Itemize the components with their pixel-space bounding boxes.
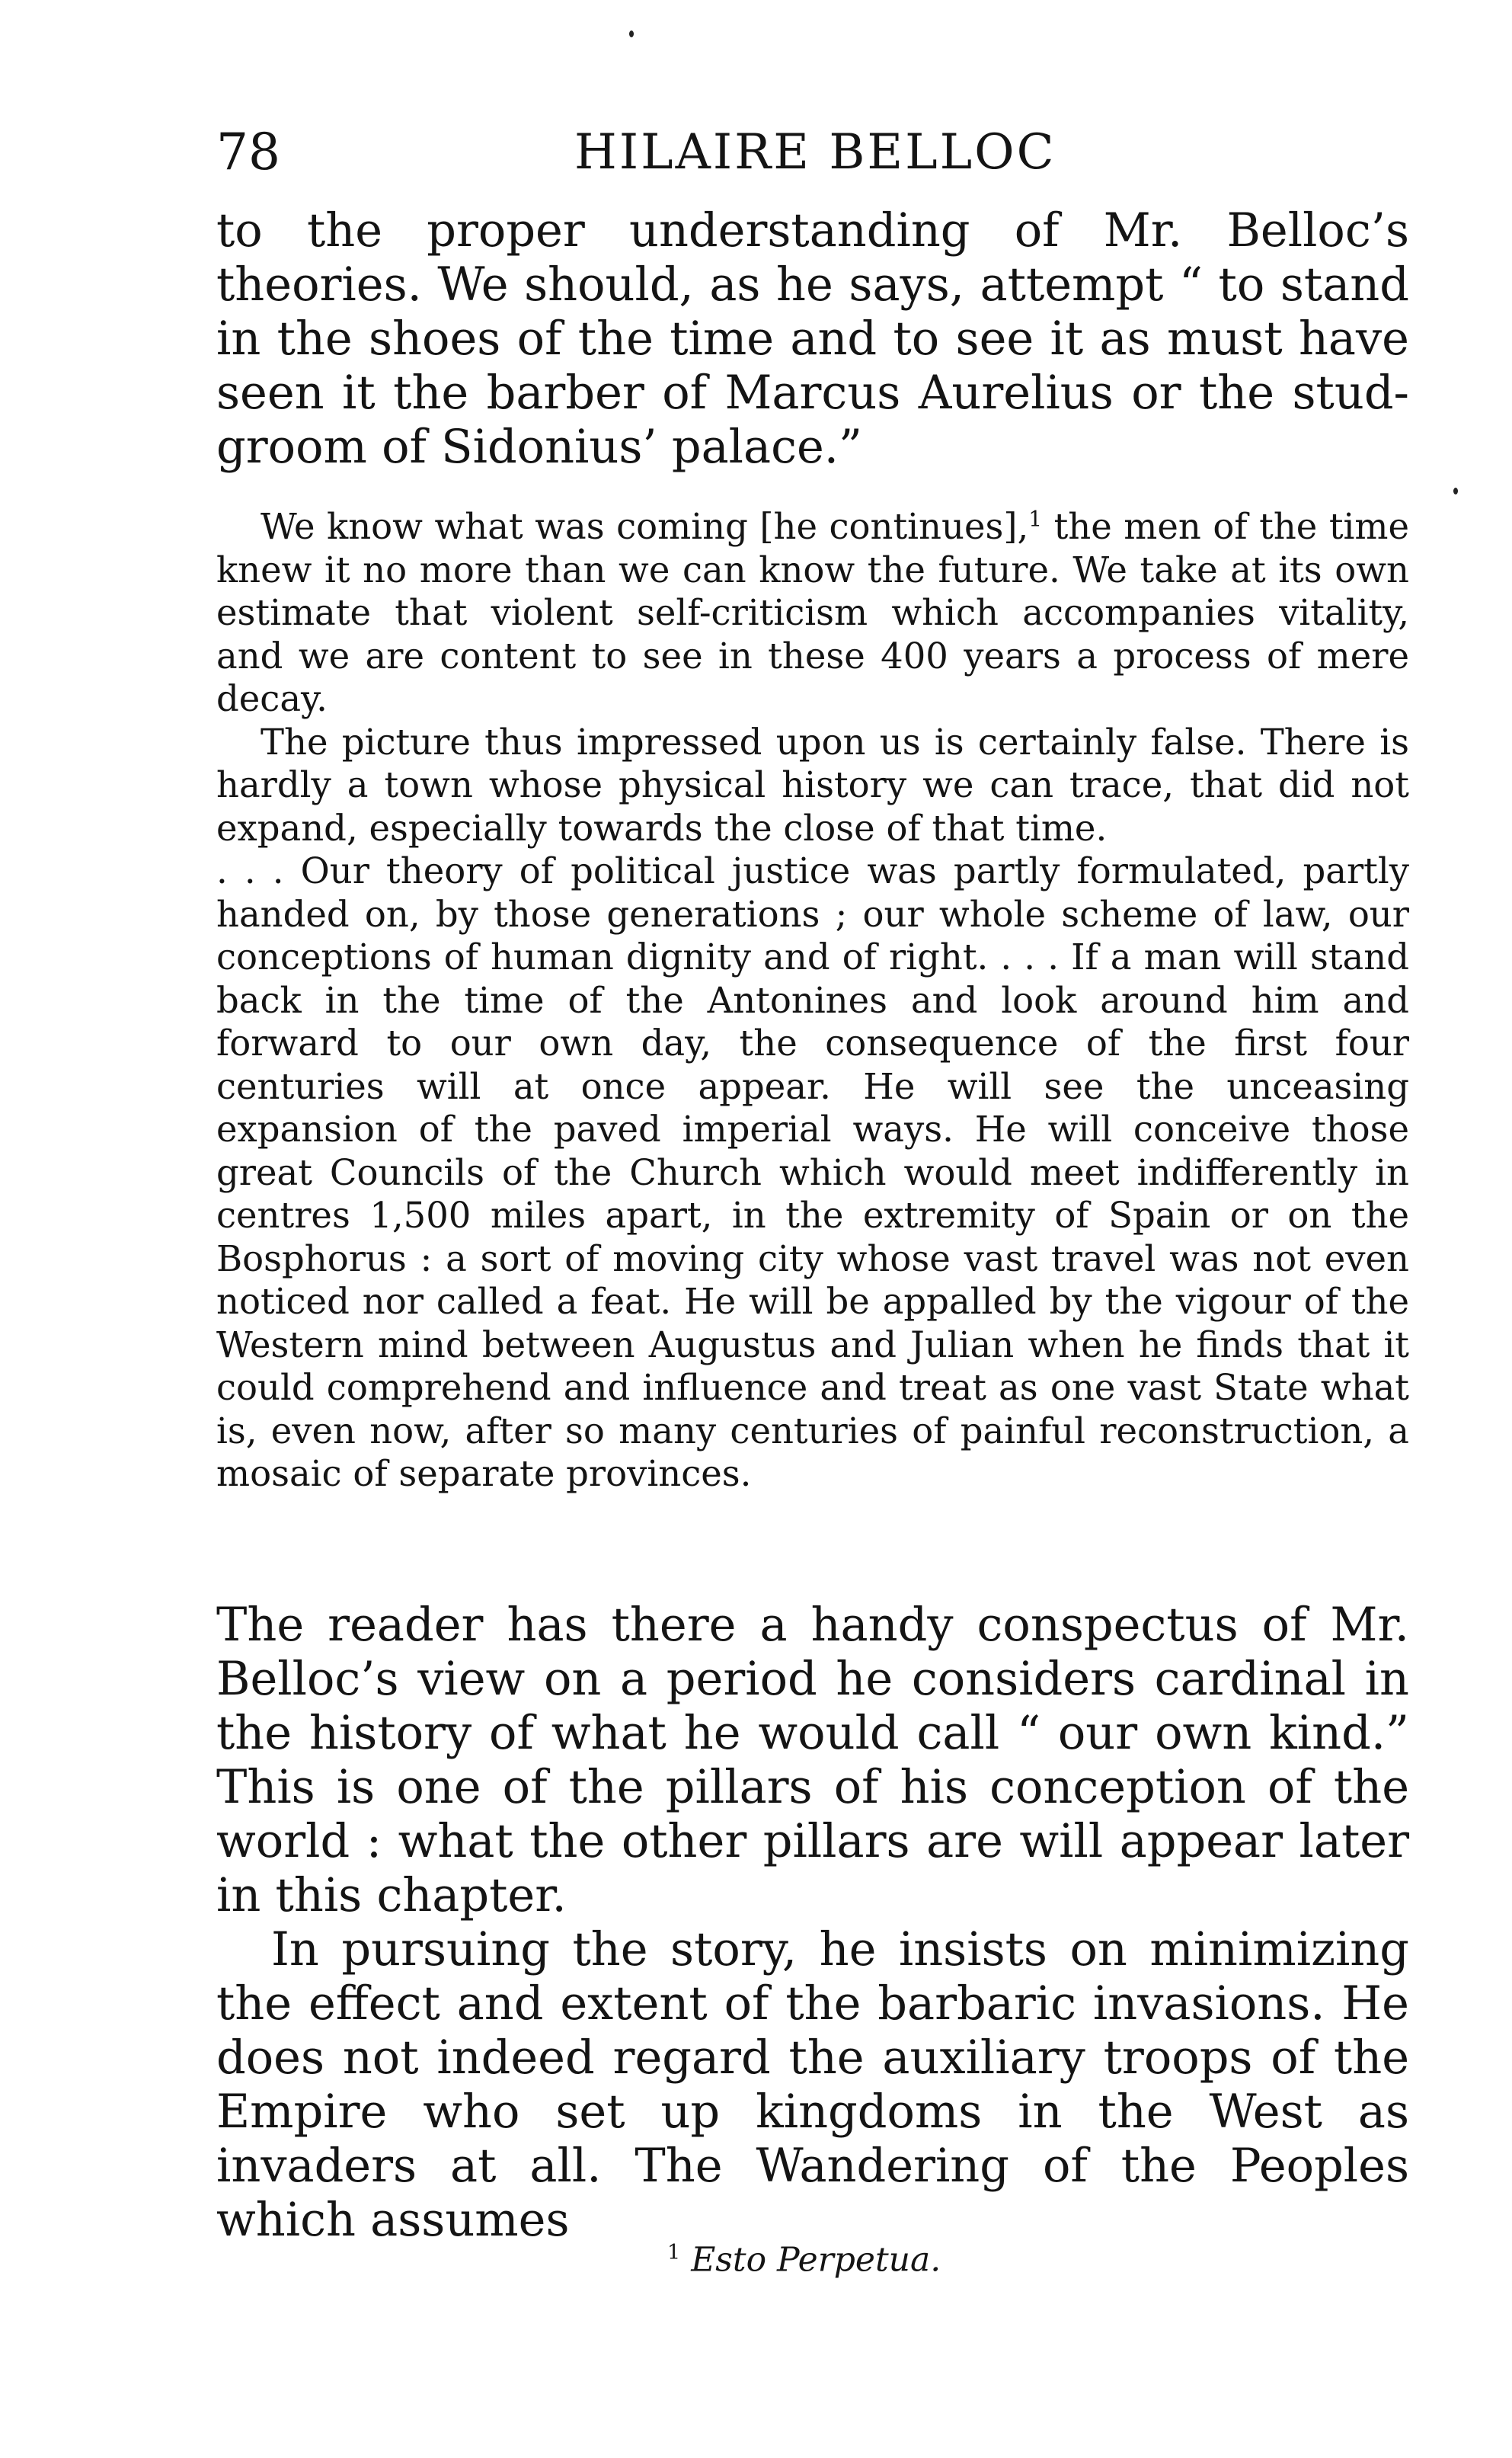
body-paragraph: In pursuing the story, he insists on minimizing the effect and extent of the barbaric invasions. He does not indeed regard the auxiliary troops of the Empire who set up kingdoms in the West as invaders at all. The Wandering of the Peoples which assumes [216,1923,1409,2247]
body-paragraph: to the proper understanding of Mr. Belloc’s theories. We should, as he says, attempt “ to stand in the shoes of the time and to see it as must have seen it the barber of Marcus Aurelius or the stud-groom of Sidonius’ palace.” [216,204,1409,474]
footnote [667,2232,941,2282]
body-paragraph: The reader has there a handy conspectus of Mr. Belloc’s view on a period he considers cardinal in the history of what he would call “ our own kind.” This is one of the pillars of his conception of the world : what the other pillars are will appear later in this chapter. [216,1599,1409,1922]
body-text-before-quote [216,204,1409,475]
footnote-text: Esto Perpetua. [691,2240,941,2280]
quote-text: We know what was coming [he continues], [261,506,1029,547]
footnote-mark: 1 [667,2241,681,2264]
block-quote [216,505,1409,1496]
print-speck [1453,488,1458,494]
print-speck [629,30,634,37]
body-text-after-quote [216,1599,1409,2248]
running-title: HILAIRE BELLOC [574,124,1056,181]
quote-text: the men of the time knew it no more than we can know the future. We take at its own estimate that violent self-criticism which accompanies vitality, and we are content to see in these 400 years a process of mere decay. [216,506,1409,719]
page-number: 78 [216,123,280,181]
footnote-reference[interactable]: 1 [1028,506,1043,532]
quote-paragraph: The picture thus impressed upon us is certainly false. There is hardly a town whose physical history we can trace, that did not expand, especially towards the close of that time. [216,721,1409,849]
quote-paragraph [216,505,1409,721]
quote-paragraph: . . . Our theory of political justice was partly formulated, partly handed on, by those generations ; our whole scheme of law, our conceptions of human dignity and of right. . . . If a man will stand back in the time of the Antonines and look around him and forward to our own day, the consequence of the first four centuries will at once appear. He will see the unceasing expansion of the paved imperial ways. He will conceive those great Councils of the Church which would meet indifferently in centres 1,500 miles apart, in the extremity of Spain or on the Bosphorus : a sort of moving city whose vast travel was not even noticed nor called a feat. He will be appalled by the vigour of the Western mind between Augustus and Julian when he finds that it could comprehend and influence and treat as one vast State what is, even now, after so many centuries of painful reconstruction, a mosaic of separate provinces. [216,850,1409,1494]
page-header [216,118,1435,187]
